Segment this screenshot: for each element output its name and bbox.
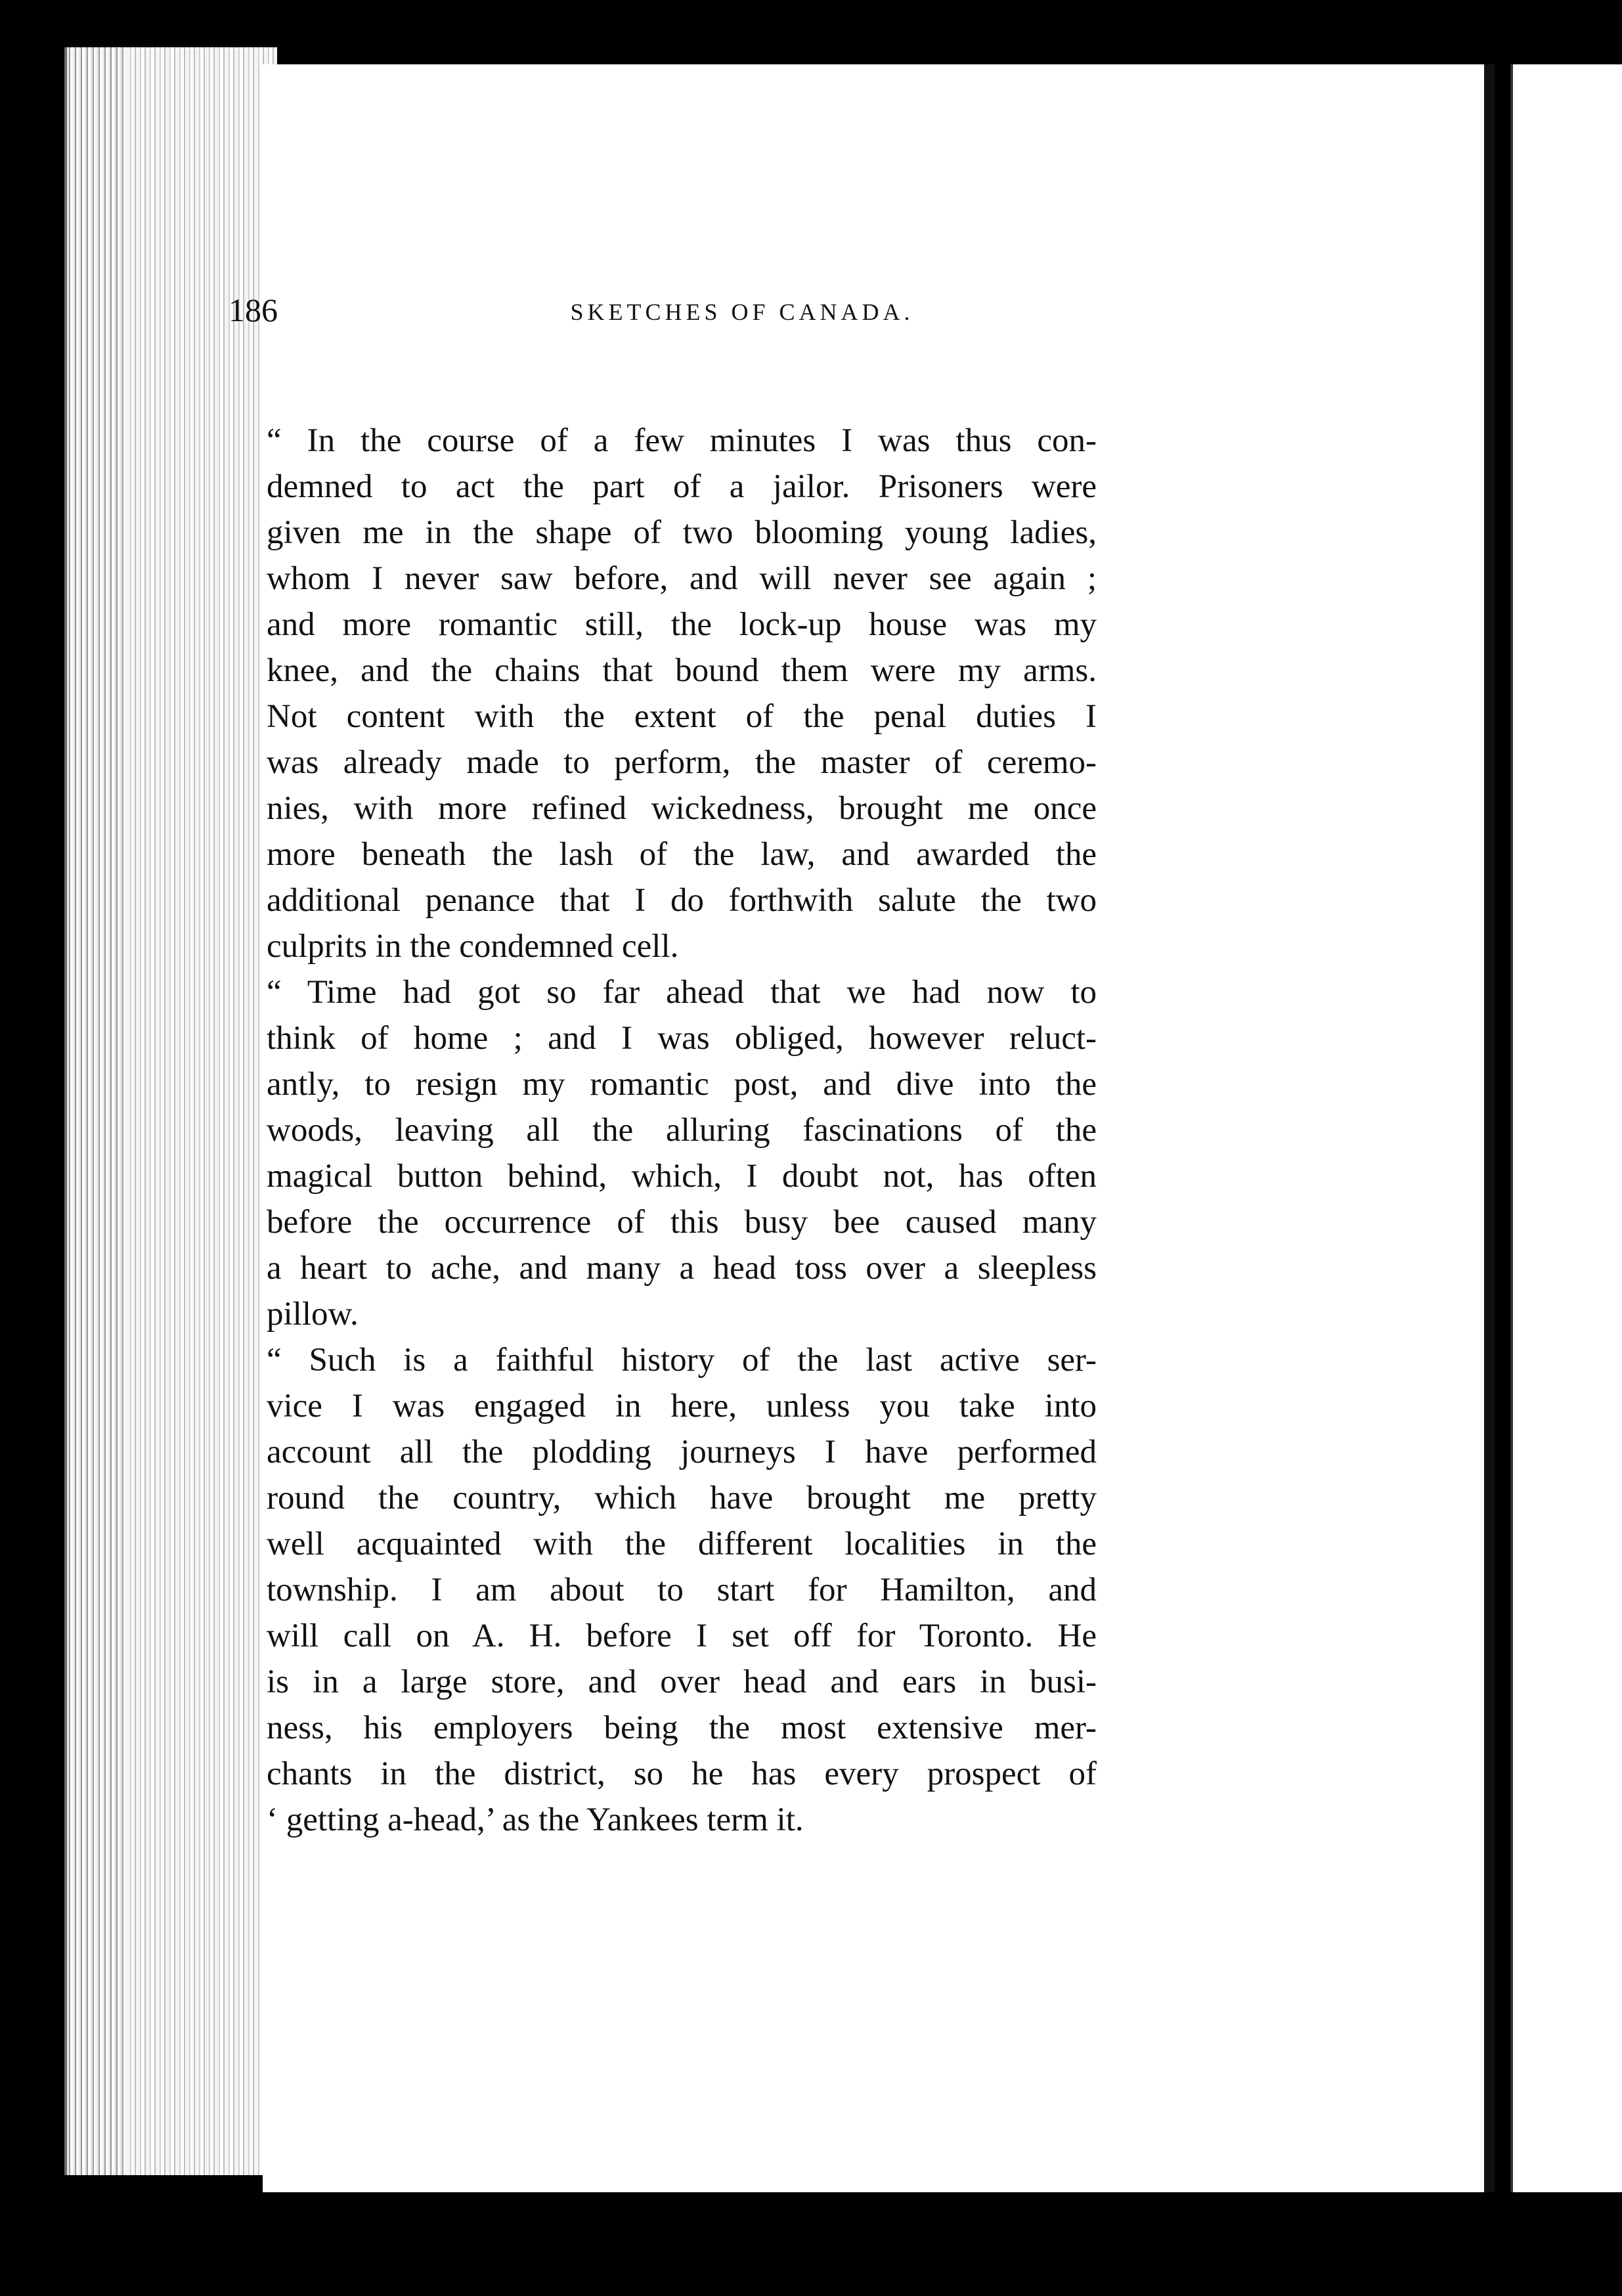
paragraph-2 (230, 969, 1097, 1337)
text-line: account all the plodding journeys I have performed (267, 1434, 1097, 1470)
text-line: was already made to perform, the master of ceremo- (267, 744, 1097, 781)
text-line: Not content with the extent of the penal duties I (267, 698, 1097, 735)
text-line: before the occurrence of this busy bee caused many (267, 1204, 1097, 1241)
text-line: township. I am about to start for Hamilton, and (267, 1572, 1097, 1608)
paragraph-1 (230, 418, 1097, 969)
text-line: round the country, which have brought me pretty (267, 1480, 1097, 1516)
text-line: “ In the course of a few minutes I was thus con- (267, 422, 1097, 459)
text-line: think of home ; and I was obliged, however reluct- (267, 1020, 1097, 1057)
text-line: “ Time had got so far ahead that we had now to (267, 974, 1097, 1011)
text-line: will call on A. H. before I set off for Toronto. He (267, 1618, 1097, 1654)
text-line: and more romantic still, the lock-up house was my (267, 606, 1097, 643)
text-line: well acquainted with the different localities in the (267, 1526, 1097, 1562)
body-text (230, 418, 1097, 1843)
text-line: given me in the shape of two blooming young ladies, (267, 514, 1097, 551)
text-line: vice I was engaged in here, unless you take into (267, 1388, 1097, 1424)
text-line: additional penance that I do forthwith salute the two (267, 882, 1097, 919)
text-line: antly, to resign my romantic post, and dive into the (267, 1066, 1097, 1103)
text-line: culprits in the condemned cell. (267, 928, 679, 965)
running-head (229, 290, 1242, 330)
running-head-title: SKETCHES OF CANADA. (570, 299, 914, 325)
text-line: is in a large store, and over head and ears in busi- (267, 1664, 1097, 1700)
paragraph-3 (230, 1337, 1097, 1843)
facing-page-edge (1510, 64, 1622, 2192)
text-line: knee, and the chains that bound them were my arms. (267, 652, 1097, 689)
text-line: whom I never saw before, and will never see again ; (267, 560, 1097, 597)
text-line: ness, his employers being the most extensive mer- (267, 1710, 1097, 1746)
text-line: ‘ getting a-head,’ as the Yankees term it. (267, 1801, 804, 1838)
text-line: nies, with more refined wickedness, brought me once (267, 790, 1097, 827)
page-number: 186 (229, 292, 278, 328)
text-line: “ Such is a faithful history of the last active ser- (267, 1342, 1097, 1379)
text-line: chants in the district, so he has every prospect of (267, 1755, 1097, 1792)
text-line: more beneath the lash of the law, and awarded the (267, 836, 1097, 873)
text-line: woods, leaving all the alluring fascinations of the (267, 1112, 1097, 1149)
text-line: pillow. (267, 1296, 359, 1333)
text-line: demned to act the part of a jailor. Prisoners were (267, 468, 1097, 505)
text-line: a heart to ache, and many a head toss over a sleepless (267, 1250, 1097, 1287)
text-line: magical button behind, which, I doubt not, has often (267, 1158, 1097, 1195)
